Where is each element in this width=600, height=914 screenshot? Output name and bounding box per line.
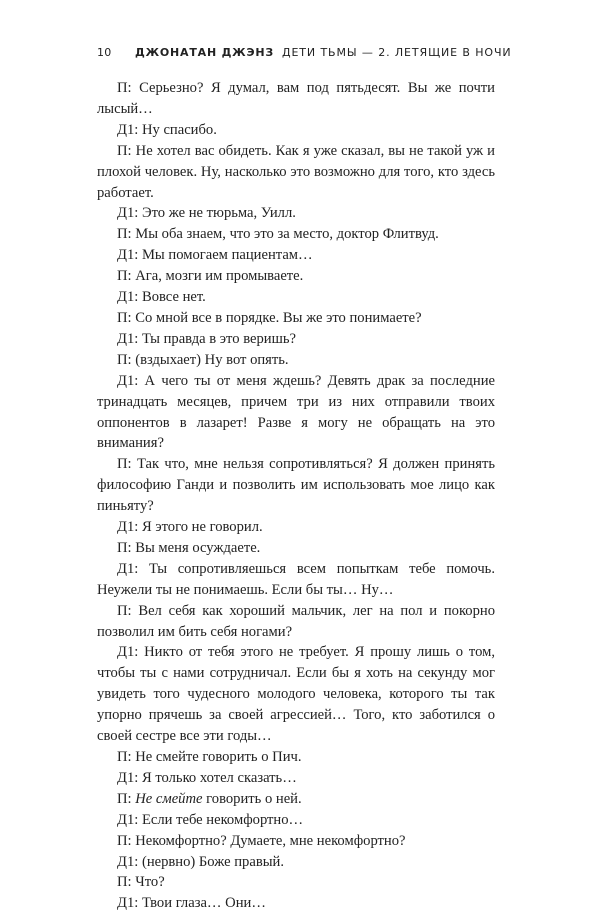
dialogue-line: П: Некомфортно? Думаете, мне некомфортно? [117, 832, 406, 849]
dialogue-line: Д1: Я этого не говорил. [117, 519, 263, 536]
dialogue-text [97, 78, 495, 914]
dialogue-line: П: (вздыхает) Ну вот опять. [117, 351, 289, 368]
dialogue-line: Д1: Это же не тюрьма, Уилл. [117, 205, 296, 222]
dialogue-line: П: Серьезно? Я думал, вам под пятьдесят. Вы же почти лысый… [97, 80, 495, 117]
dialogue-line: П: Что? [117, 874, 165, 891]
dialogue-line: Д1: Твои глаза… Они… [117, 895, 266, 912]
author-name: ДЖОНАТАН ДЖЭНЗ [135, 46, 274, 59]
dialogue-line: Д1: Я только хотел сказать… [117, 769, 297, 786]
running-header [97, 44, 517, 62]
dialogue-line: Д1: (нервно) Боже правый. [117, 853, 284, 870]
book-title: ДЕТИ ТЬМЫ — 2. ЛЕТЯЩИЕ В НОЧИ [281, 46, 512, 59]
dialogue-line-emphasis [97, 789, 495, 810]
dialogue-line: П: Так что, мне нельзя сопротивляться? Я должен принять философию Ганди и позволить им использовать мое лицо как пиньяту? [97, 456, 495, 515]
page-number: 10 [97, 46, 112, 59]
dialogue-line: Д1: Никто от тебя этого не требует. Я прошу лишь о том, чтобы ты с нами сотрудничал. Если бы я хоть на секунду мог увидеть того чудесного молодого человека, которого ты так упорно прячешь за своей агрессией… Того, кто заботился о своей сестре все эти годы… [97, 644, 495, 745]
dialogue-line: П: Вы меня осуждаете. [117, 539, 261, 556]
dialogue-line: Д1: А чего ты от меня ждешь? Девять драк за последние тринадцать месяцев, причем три из них отправили твоих оппонентов в лазарет! Разве я могу не обращать на это внимания? [97, 372, 495, 452]
dialogue-line: Д1: Мы помогаем пациентам… [117, 247, 313, 264]
line-rest: говорить о ней. [202, 790, 302, 807]
dialogue-line: П: Мы оба знаем, что это за место, доктор Флитвуд. [117, 226, 439, 243]
dialogue-line: Д1: Ты правда в это веришь? [117, 330, 296, 347]
dialogue-line: П: Ага, мозги им промываете. [117, 268, 304, 285]
dialogue-line: Д1: Если тебе некомфортно… [117, 811, 304, 828]
dialogue-line: П: Не смейте говорить о Пич. [117, 749, 302, 765]
dialogue-line: Д1: Ты сопротивляешься всем попыткам тебе помочь. Неужели ты не понимаешь. Если бы ты… Ну… [97, 560, 495, 598]
dialogue-line: Д1: Вовсе нет. [117, 289, 206, 306]
dialogue-line: П: Со мной все в порядке. Вы же это понимаете? [117, 309, 422, 326]
emphasized-text: Не смейте [135, 790, 203, 807]
dialogue-line: П: Не хотел вас обидеть. Как я уже сказал, вы не такой уж и плохой человек. Ну, насколько это возможно для того, кто здесь работает. [97, 142, 495, 201]
dialogue-line: Д1: Ну спасибо. [117, 121, 217, 138]
speaker-prefix: П: [117, 790, 136, 807]
dialogue-line: П: Вел себя как хороший мальчик, лег на пол и покорно позволил им бить себя ногами? [97, 602, 495, 640]
